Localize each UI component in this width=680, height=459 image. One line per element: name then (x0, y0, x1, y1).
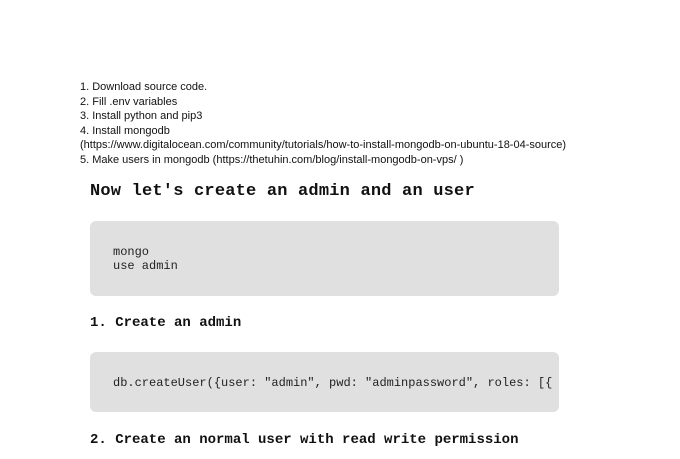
setup-steps-list (80, 80, 670, 168)
section-title: Now let's create an admin and an user (90, 182, 475, 201)
code-line: mongo (113, 245, 150, 259)
step-install-mongodb: 4. Install mongodb (80, 124, 170, 137)
code-line: db.createUser({user: "admin", pwd: "adminpassword", roles: [{ (113, 376, 553, 390)
step-download-source: 1. Download source code. (80, 81, 208, 93)
subsection-create-user: 2. Create an normal user with read write permission (90, 432, 519, 448)
code-line: use admin (113, 259, 178, 273)
step-install-mongodb-link: (https://www.digitalocean.com/community/tutorials/how-to-install-mongodb-on-ubuntu-18-04-source) (80, 139, 567, 152)
subsection-create-admin: 1. Create an admin (90, 315, 242, 331)
code-block-mongo-shell[interactable] (90, 221, 559, 296)
step-make-users: 5. Make users in mongodb (https://thetuhin.com/blog/install-mongodb-on-vps/ ) (80, 153, 464, 166)
step-install-python: 3. Install python and pip3 (80, 110, 203, 123)
step-fill-env: 2. Fill .env variables (80, 95, 178, 108)
code-block-create-admin[interactable] (90, 352, 559, 412)
